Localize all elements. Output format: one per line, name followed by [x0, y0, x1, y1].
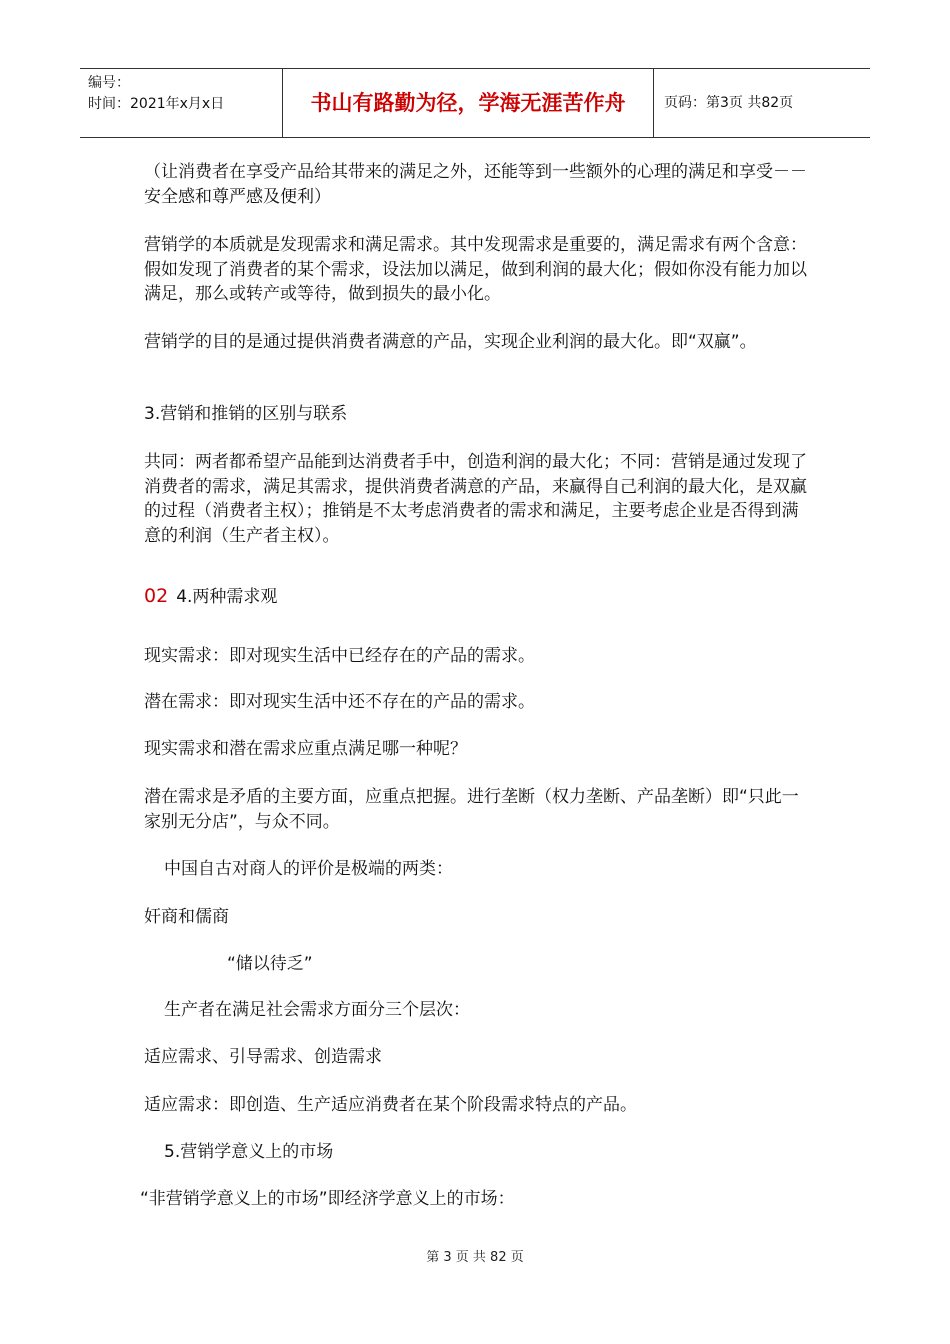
section-heading — [144, 584, 809, 610]
paragraph: 中国自古对商人的评价是极端的两类： — [164, 859, 453, 879]
section-heading-text: 4.两种需求观 — [176, 587, 278, 607]
motto: 书山有路勤为径，学海无涯苦作舟 — [282, 69, 654, 137]
paragraph: 营销学的目的是通过提供消费者满意的产品，实现企业利润的最大化。即“双赢”。 — [144, 332, 757, 352]
paragraph: 营销学的本质就是发现需求和满足需求。其中发现需求是重要的，满足需求有两个含意：假如发现了消费者的某个需求，设法加以满足，做到利润的最大化；假如你没有能力加以满足，那么或转产或等待，做到损失的最小化。 — [144, 235, 807, 304]
paragraph: 奸商和儒商 — [144, 907, 229, 927]
paragraph: 现实需求：即对现实生活中已经存在的产品的需求。 — [144, 646, 535, 666]
paragraph: 生产者在满足社会需求方面分三个层次： — [164, 1000, 470, 1020]
section-heading: 3.营销和推销的区别与联系 — [144, 404, 348, 424]
paragraph: （让消费者在享受产品给其带来的满足之外，还能等到一些额外的心理的满足和享受－－安全感和尊严感及便利） — [144, 162, 807, 207]
paragraph: 适应需求：即创造、生产适应消费者在某个阶段需求特点的产品。 — [144, 1095, 637, 1115]
paragraph: 潜在需求：即对现实生活中还不存在的产品的需求。 — [144, 692, 535, 712]
number-label: 编号： — [88, 75, 130, 91]
page-code: 页码：第3页 共82页 — [664, 95, 794, 111]
time-label: 时间：2021年x月x日 — [88, 96, 225, 112]
page-footer: 第 3 页 共 82 页 — [426, 1250, 524, 1265]
section-marker: 02 — [144, 585, 169, 607]
paragraph: 潜在需求是矛盾的主要方面，应重点把握。进行垄断（权力垄断、产品垄断）即“只此一家别无分店”，与众不同。 — [144, 787, 799, 832]
page-header — [80, 68, 870, 138]
quote: “储以待乏” — [227, 954, 313, 974]
paragraph: 共同：两者都希望产品能到达消费者手中，创造利润的最大化；不同：营销是通过发现了消费者的需求，满足其需求，提供消费者满意的产品，来赢得自己利润的最大化，是双赢的过程（消费者主权）；推销是不太考虑消费者的需求和满足，主要考虑企业是否得到满意的利润（生产者主权）。 — [144, 452, 807, 546]
header-meta — [80, 69, 282, 137]
paragraph: 现实需求和潜在需求应重点满足哪一种呢？ — [144, 739, 467, 759]
section-heading: 5.营销学意义上的市场 — [164, 1142, 334, 1162]
paragraph: 适应需求、引导需求、创造需求 — [144, 1047, 382, 1067]
paragraph: “非营销学意义上的市场”即经济学意义上的市场： — [140, 1189, 515, 1209]
